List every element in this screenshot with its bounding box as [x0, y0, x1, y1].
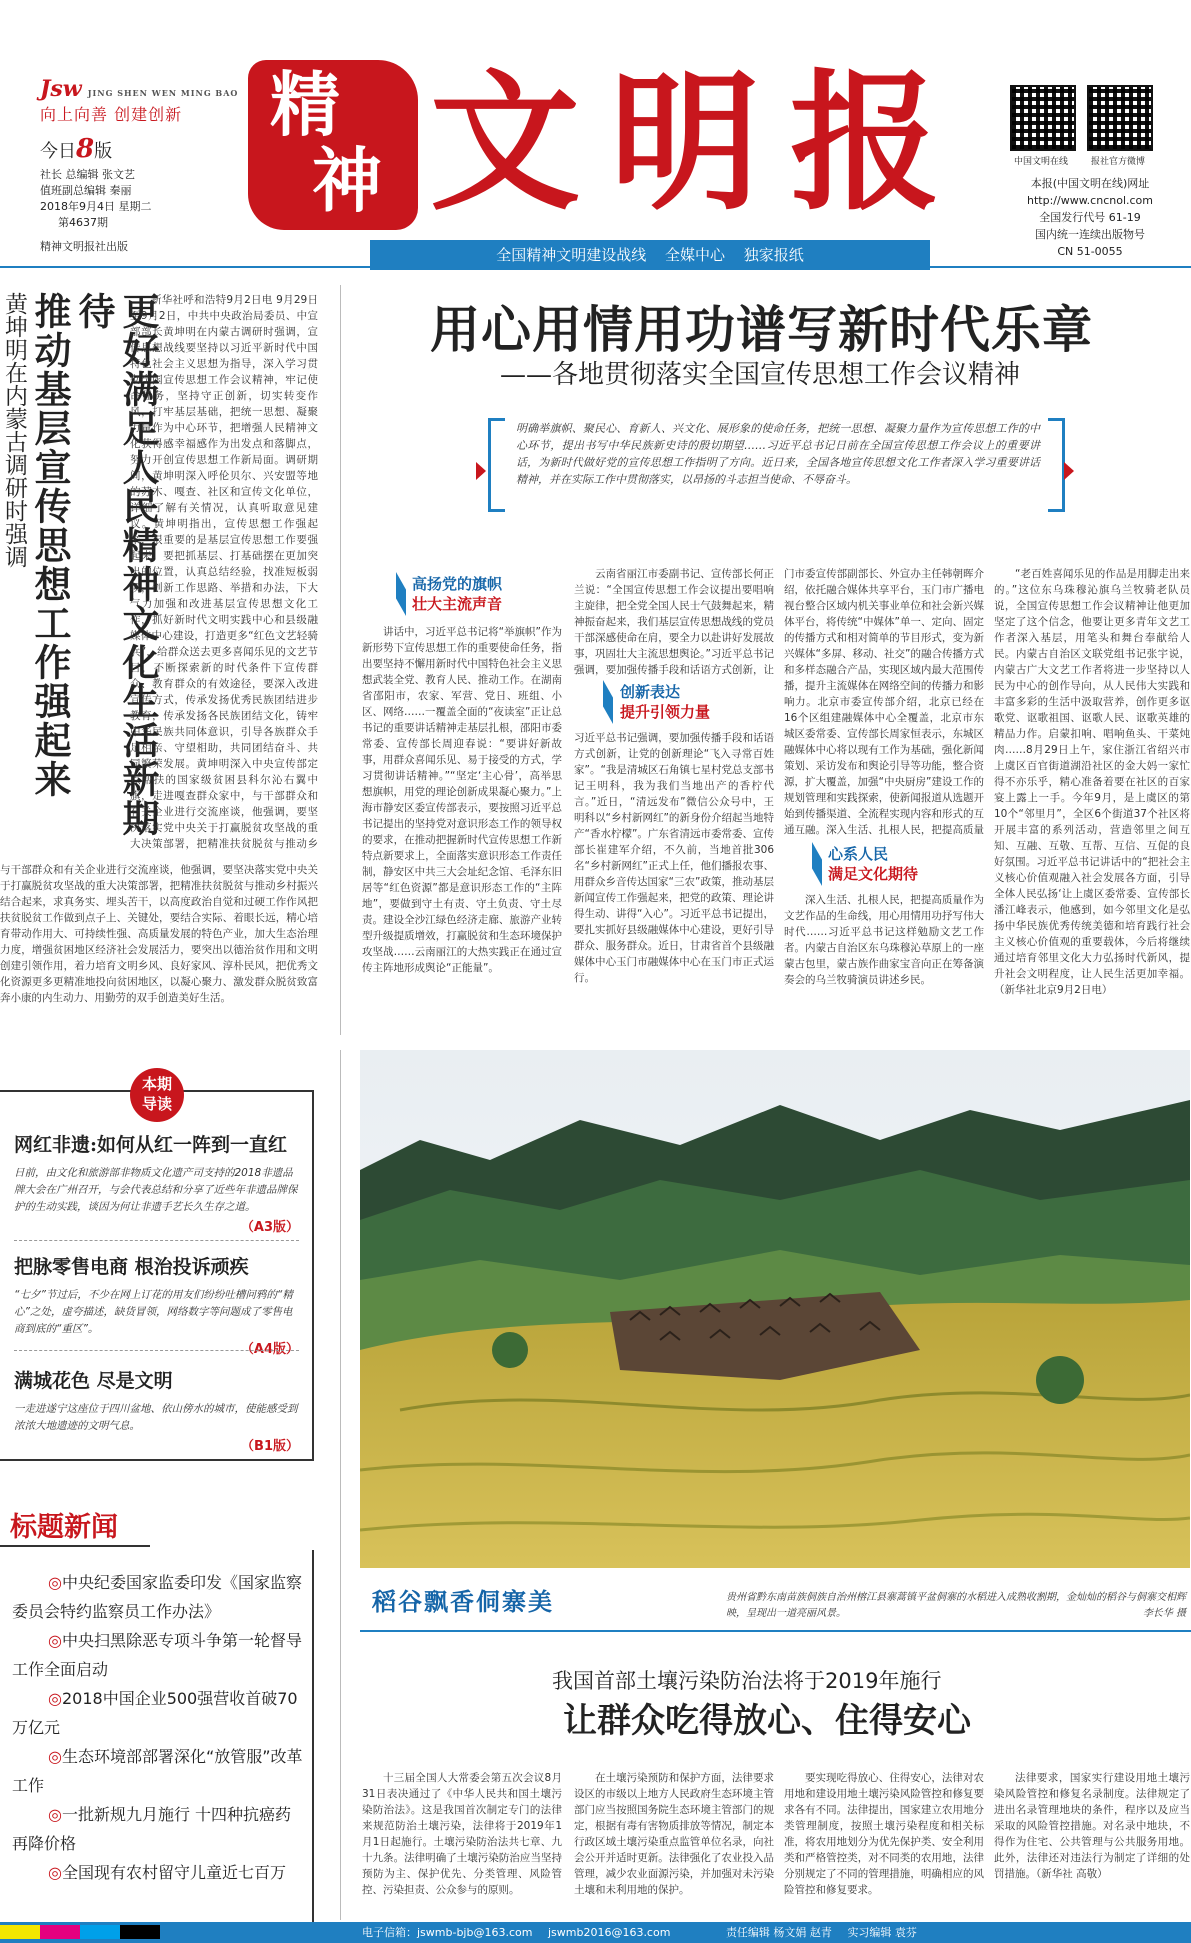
section-title-2: 创新表达 提升引领力量	[620, 683, 711, 721]
arrow-right-icon	[476, 462, 486, 480]
headline-news-title: 标题新闻	[10, 1512, 118, 1543]
guide-item-title: 把脉零售电商 根治投诉顽疾	[14, 1256, 249, 1278]
left-headline-secondary: 推动基层宣传思想工作强起来	[28, 292, 72, 799]
guide-badge: 本期 导读	[130, 1068, 184, 1122]
guide-item-desc: 日前，由文化和旅游部非物质文化遗产司支持的2018非遗品牌大会在广州召开，与会代表总结和分享了近些年非遗品牌保护的生动实践，谈因为何让非遗手艺长久生存之道。	[14, 1167, 298, 1213]
main-lead: 明确举旗帜、聚民心、育新人、兴文化、展形象的使命任务，把统一思想、凝聚力量作为宣传思想工作的中心环节，提出书写中华民族新史诗的殷切期望……习近平总书记日前在全国宣传思想工作会议上的重要讲话，为新时代做好党的宣传思想工作指明了方向。近日来，全国各地宣传思想文化工作者深入学习重要讲话精神，并在实际工作中贯彻落实，以昂扬的斗志担当使命、不辱奋斗。	[516, 422, 1040, 486]
main-col-1: 讲话中，习近平总书记将“举旗帜”作为新形势下宣传思想工作的重要使命任务，指出要坚持不懈用新时代中国特色社会主义思想武装全党、教育人民、推动工作。在湖南省邵阳市，农家、军营、党日、班组、小区、网络……一覆盖全面的“夜读室”正让总书记的重要讲话精神走基层扎根，邵阳市委常委、宣传部长周迎春说：“要讲好新故事，用群众喜闻乐见、易于接受的方式，学习贯彻讲话精神。”“坚定‘主心骨’，高举思想旗帜，用党的理论创新成果凝心聚力。”上海市静安区委宣传部表示，要按照习近平总书记提出的坚持党对意识形态工作的领导权的要求，在推动把握新时代宣传思想工作新特点新要求上，全面落实意识形态工作责任制，静安区中共三大会址纪念馆、毛泽东旧居等“红色资源”都是意识形态工作的“主阵地”，要做到守土有责、守土负责、守土尽责。建设全沙江绿色经济走廊、旅游产业转型升级提质增效，打赢脱贫和生态环境保护攻坚战……云南丽江的大热实践正在通过宣传主阵地形成舆论“正能量”。	[362, 626, 562, 974]
feature-photo	[360, 1050, 1190, 1568]
bottom-headline-intro: 我国首部土壤污染防治法将于2019年施行	[552, 1669, 942, 1693]
qr-code-icon	[1087, 85, 1153, 151]
bullet-icon: ◎	[48, 1573, 62, 1592]
main-headline: 用心用情用功谱写新时代乐章	[430, 300, 1093, 359]
bullet-icon: ◎	[48, 1631, 62, 1650]
lead-bracket-right	[1048, 418, 1065, 512]
main-col-3-bottom: 深入生活、扎根人民，把提高质量作为文艺作品的生命线，用心用情用功抒写伟大时代……习近平总书记这样勉励文艺工作者。内蒙古自治区东乌珠穆沁草原上的一座蒙古包里，蒙古族作曲家宝音向正在筹备演奏会的乌兰牧骑演员讲述乡民。	[784, 894, 984, 986]
footer-email: 电子信箱：jswmb-bjb@163.com	[362, 1926, 533, 1939]
masthead-title: 文明报	[430, 55, 971, 231]
headline-news-item[interactable]: ◎2018中国企业500强营收首破70万亿元	[12, 1689, 298, 1737]
left-headline-main: 更好满足人民精神文化生活新期待	[72, 292, 160, 838]
guide-item[interactable]	[14, 1130, 299, 1235]
column-divider	[340, 285, 341, 1035]
bottom-col-3: 要实现吃得放心、住得安心，法律对农用地和建设用地土壤污染风险管控和修复要求各有不同。法律提出，国家建立农用地分类管理制度，按照土壤污染程度和相关标准，将农用地划分为优先保护类、安全利用类和严格管控类，对不同类的农用地，法律分别规定了不同的管理措施，明确相应的风险管控和修复要求。	[784, 1772, 984, 1896]
section-title-1: 高扬党的旗帜 壮大主流声音	[412, 575, 503, 613]
qr-caption-1: 中国文明在线	[1013, 157, 1068, 167]
left-story-body-continued: 与干部群众和有关企业进行交流座谈，他强调，要坚决落实党中央关于打赢脱贫攻坚战的重大决策部署，把精准扶贫脱贫与推动乡村振兴结合起来，求真务实、埋头苦干，以高度政治自觉和过硬工作作风把扶贫脱贫工作做到点子上、关键处，要结合实际、着眼长远，精心培育带动作用大、可持续性强、高质量发展的特色产业，加大生态治理力度，增强贫困地区经济社会发展活力，要突出以德治贫作用和文明创建引领作用，着力培育文明乡风、良好家风、淳朴民风，把优秀文化资源更多更精准地投向贫困地区，以凝心聚力、激发群众脱贫致富奔小康的内生动力、用勤劳的双手创造美好生活。	[0, 864, 318, 1004]
masthead-banner: 全国精神文明建设战线 全媒中心 独家报纸	[370, 240, 930, 270]
column-divider	[340, 1050, 341, 1920]
guide-item-desc: “七夕”节过后，不少在网上订花的用友们纷纷吐槽问鸦的“精心”之处，虚夸描述，缺货冒领，网络数字等问题成了零售电商到底的“重区”。	[14, 1289, 293, 1335]
color-swatches	[0, 1925, 300, 1939]
headline-news-item[interactable]: ◎中央纪委国家监委印发《国家监察委员会特约监察员工作办法》	[12, 1573, 302, 1621]
photo-rule	[360, 1630, 1191, 1632]
bullet-icon: ◎	[48, 1805, 62, 1824]
headline-news-item[interactable]: ◎生态环境部部署深化“放管服”改革工作	[12, 1747, 303, 1795]
photo-title: 稻谷飘香侗寨美	[372, 1587, 554, 1616]
bottom-col-2: 在土壤污染预防和保护方面，法律要求设区的市级以上地方人民政府生态环境主管部门应当按照国务院生态环境主管部门的规定，根据有毒有害物质排放等情况，制定本行政区域土壤污染重点监管单位名录，向社会公开并适时更新。法律强化了农业投入品管理，减少农业面源污染，并加强对未污染土壤和未利用地的保护。	[574, 1772, 774, 1896]
masthead-seal: 精 神	[248, 60, 418, 230]
left-story-body: 新华社呼和浩特9月2日电 9月29日至9月2日，中共中央政治局委员、中宣部部长黄坤明在内蒙古调研时强调，宣传思想战线要坚持以习近平新时代中国特色社会主义思想为指导，深入学习贯彻全国宣传思想工作会议精神，牢记使命任务，坚持守正创新，切实转变作风，打牢基层基础，把统一思想、凝聚力量作为中心环节，把增强人民精神文化获得感幸福感作为出发点和落脚点，努力开创宣传思想工作新局面。调研期间，黄坤明深入呼伦贝尔、兴安盟等地的苏木、嘎查、社区和宣传文化单位，详细了解有关情况，认真听取意见建议。黄坤明指出，宣传思想工作强起来，很重要的是基层宣传思想工作要强起来。要把抓基层、打基础摆在更加突出的位置，认真总结经验，找准短板弱项，创新工作思路、举措和办法，下大气力加强和改进基层宣传思想文化工作，抓好新时代文明实践中心和县级融媒体中心建设，打造更多“红色文艺轻骑兵”，给群众送去更多喜闻乐见的文艺节目，不断探索新的时代条件下宣传群众、教育群众的有效途径，要深入改进宣传方式，传承发扬优秀民族团结进步教育，传承发扬各民族团结文化，铸牢中华民族共同体意识，引导各族群众手足相亲、守望相助，共同团结奋斗、共同繁荣发展。黄坤明深入中央宣传部定点帮扶的国家级贫困县科尔沁右翼中旗，走进嘎查群众家中，与干部群众和有关企业进行交流座谈，他强调，要坚决落实党中央关于打赢脱贫攻坚战的重大决策部署，把精准扶贫脱贫与推动乡	[130, 294, 318, 850]
bullet-icon: ◎	[48, 1689, 62, 1708]
guide-item[interactable]	[14, 1366, 299, 1454]
bottom-col-4: 法律要求，国家实行建设用地土壤污染风险管控和修复名录制度。法律规定了进出名录管理地块的条件，程序以及应当采取的风险管控措施。对名录中地块，不得作为住宅、公共管理与公共服务用地。此外，法律还对违法行为制定了详细的处罚措施。（新华社 高敬）	[994, 1772, 1190, 1880]
guide-item-desc: 一走进遂宁这座位于四川盆地、依山傍水的城市，使能感受到浓浓大地遗迹的文明气息。	[14, 1403, 298, 1432]
photo-caption: 贵州省黔东南苗族侗族自治州榕江县寨蒿镇平盆侗寨的水稻进入成熟收割期，金灿灿的稻谷与侗寨交相辉映，呈现出一道亮丽风景。 李长华 摄	[726, 1592, 1186, 1619]
brand-mini-logo: Jsw JING SHEN WEN MING BAO	[40, 76, 239, 102]
footer-editor: 责任编辑 杨文娟 赵青	[725, 1926, 832, 1939]
footer-text	[362, 1922, 929, 1943]
left-headline-tertiary: 黄坤明在内蒙古调研时强调	[1, 292, 27, 568]
masthead-rule	[0, 266, 1191, 268]
guide-item-page: （B1版）	[241, 1439, 299, 1454]
qr-code-icon	[1010, 85, 1076, 151]
bullet-icon: ◎	[48, 1747, 62, 1766]
footer-email-2: jswmb2016@163.com	[547, 1926, 671, 1939]
headline-news-rule	[0, 1545, 150, 1547]
bullet-icon: ◎	[48, 1863, 62, 1882]
section-marker-icon	[603, 680, 613, 724]
site-info: 本报(中国文明在线)网址 http://www.cncnol.com 全国发行代号 61-19 国内统一连续出版物号 CN 51-0055	[1027, 177, 1153, 258]
arrow-right-icon	[1064, 462, 1074, 480]
guide-separator	[14, 1240, 299, 1241]
guide-item[interactable]	[14, 1252, 299, 1357]
guide-item-title: 满城花色 尽是文明	[14, 1370, 173, 1392]
headline-news-item[interactable]: ◎中央扫黑除恶专项斗争第一轮督导工作全面启动	[12, 1631, 302, 1679]
guide-item-page: （A4版）	[240, 1342, 299, 1357]
qr-caption-2: 报社官方微博	[1090, 157, 1145, 167]
headline-news-item[interactable]: ◎全国现有农村留守儿童近七百万	[48, 1863, 286, 1882]
footer-bar	[0, 1922, 1191, 1943]
main-subheadline: ——各地贯彻落实全国宣传思想工作会议精神	[500, 360, 1021, 390]
staff-info: 社长 总编辑 张文艺 值班副总编辑 秦丽 2018年9月4日 星期二 第4637期 精神文明报社出版	[40, 168, 152, 253]
main-col-4: “老百姓喜闻乐见的作品是用脚走出来的。”这位东乌珠穆沁旗乌兰牧骑老队员说，全国宣传思想工作会议精神让他更加坚定了这个信念，他要让更多青年文艺工作者深入基层，用笔头和舞台奉献给人民。内蒙古自治区文联党组书记张宇说，内蒙古广大文艺工作者将进一步坚持以人民为中心的创作导向，从人民伟大实践和丰富多彩的生活中汲取营养，创作更多讴歌党、讴歌祖国、讴歌人民、讴歌英雄的精品力作。启蒙扣响、唱响鱼头、干菜炖肉……8月29日上午，家住浙江省绍兴市上虞区百官街道湖沿社区的金大妈一家忙得不亦乐乎，精心准备着要在社区的百家宴上露上一手。今年9月，是上虞区的第10个“邻里月”，全区6个街道37个社区将开展丰富的系列活动，营造邻里之间互知、互融、互敬、互帮、互信、互促的良好氛围。习近平总书记讲话中的“把社会主义核心价值观融入社会发展各方面，引导全体人民弘扬‘让上虞区委常委、宣传部长潘江峰表示，他感到，如今邻里文化是弘扬中华民族优秀传统美德和培育践行社会主义核心价值观的重要载体，今后将继续通过培育邻里文化大力弘扬时代新风，提升社会文明程度，让人民生活更加幸福。（新华社北京9月2日电）	[994, 568, 1190, 996]
section-marker-icon	[396, 572, 406, 616]
slogan: 向上向善 创建创新	[40, 105, 183, 124]
section-marker-icon	[812, 842, 822, 886]
bottom-col-1: 十三届全国人大常委会第五次会议8月31日表决通过了《中华人民共和国土壤污染防治法》。这是我国首次制定专门的法律来规范防治土壤污染，法律将于2019年1月1日起施行。土壤污染防治法共七章、九十九条。法律明确了土壤污染防治应当坚持预防为主、保护优先、分类管理、风险管控、污染担责、公众参与的原则。	[362, 1772, 562, 1896]
main-col-2-bottom: 习近平总书记强调，要加强传播手段和话语方式创新，让党的创新理论“飞入寻常百姓家”。“我是清城区石角镇七星村党总支部书记王明科，我为我们当地出产的香柠代言。”近日，“清远发布”微信公众号中，王明科以“乡村新网红”的新身份介绍起当地特产“香水柠檬”。广东省清远市委常委、宣传部长崔建军介绍，不久前，当地首批306名“乡村新网红”正式上任，他们播报农事、用群众乡音传达国家“三农”政策，推动基层新闻宣传工作强起来，把党的政策、理论讲得生动、讲得“入心”。习近平总书记提出，要扎实抓好县级融媒体中心建设，更好引导群众、服务群众。近日，甘肃省首个县级融媒体中心玉门市融媒体中心在玉门市正式运行。	[574, 732, 774, 984]
bottom-headline-main: 让群众吃得放心、住得安心	[563, 1701, 971, 1741]
guide-separator	[14, 1350, 299, 1351]
edition-count: 今日8版	[40, 134, 113, 164]
footer-design: 实习编辑 袁芬	[847, 1926, 917, 1939]
main-col-2-top: 云南省丽江市委副书记、宣传部长何正兰说：“全国宣传思想工作会议提出要唱响主旋律，把全党全国人民士气鼓舞起来，精神振奋起来，我们基层宣传思想战线的党员干部深感使命在肩，要全力以赴讲好发展故事，巩固壮大主流思想舆论。”习近平总书记强调，要加强传播手段和话语方式创新，让	[574, 568, 774, 676]
headline-news-list	[12, 1568, 307, 1887]
guide-item-title: 网红非遗:如何从红一阵到一直红	[14, 1134, 288, 1156]
masthead-left	[40, 76, 240, 255]
main-col-3-top: 门市委宣传部副部长、外宣办主任韩朝晖介绍，依托融合媒体共享平台，玉门市广播电视台整合区域内机关事业单位和社会新兴媒体平台，将传统“中媒体”单一、定向、固定的传播方式和相对简单的节目形式，变为新兴媒体“多屏、移动、社交”的融合传播方式和多样态融合产品，实现区域内最大范围传播，提升主流媒体在网络空间的传播力和影响力。北京市委宣传部介绍，北京已经在16个区组建融媒体中心全覆盖，北京市东城区委常委、宣传部长周家恒表示，东城区融媒体中心将以现有工作为基础，强化新闻策划、采访发布和舆论引导等功能，整合资源，扩大覆盖，加强“中央厨房”建设工作的规划管理和实践探索，使新闻报道从选题开始到传播渠道、全流程实现内容和形式的互通互融。深入生活、扎根人民，把提高质量	[784, 568, 984, 836]
section-title-3: 心系人民 满足文化期待	[828, 845, 919, 883]
headline-news-item[interactable]: ◎一批新规九月施行 十四种抗癌药再降价格	[12, 1805, 292, 1853]
guide-item-page: （A3版）	[240, 1220, 299, 1235]
lead-bracket-left	[488, 418, 505, 512]
